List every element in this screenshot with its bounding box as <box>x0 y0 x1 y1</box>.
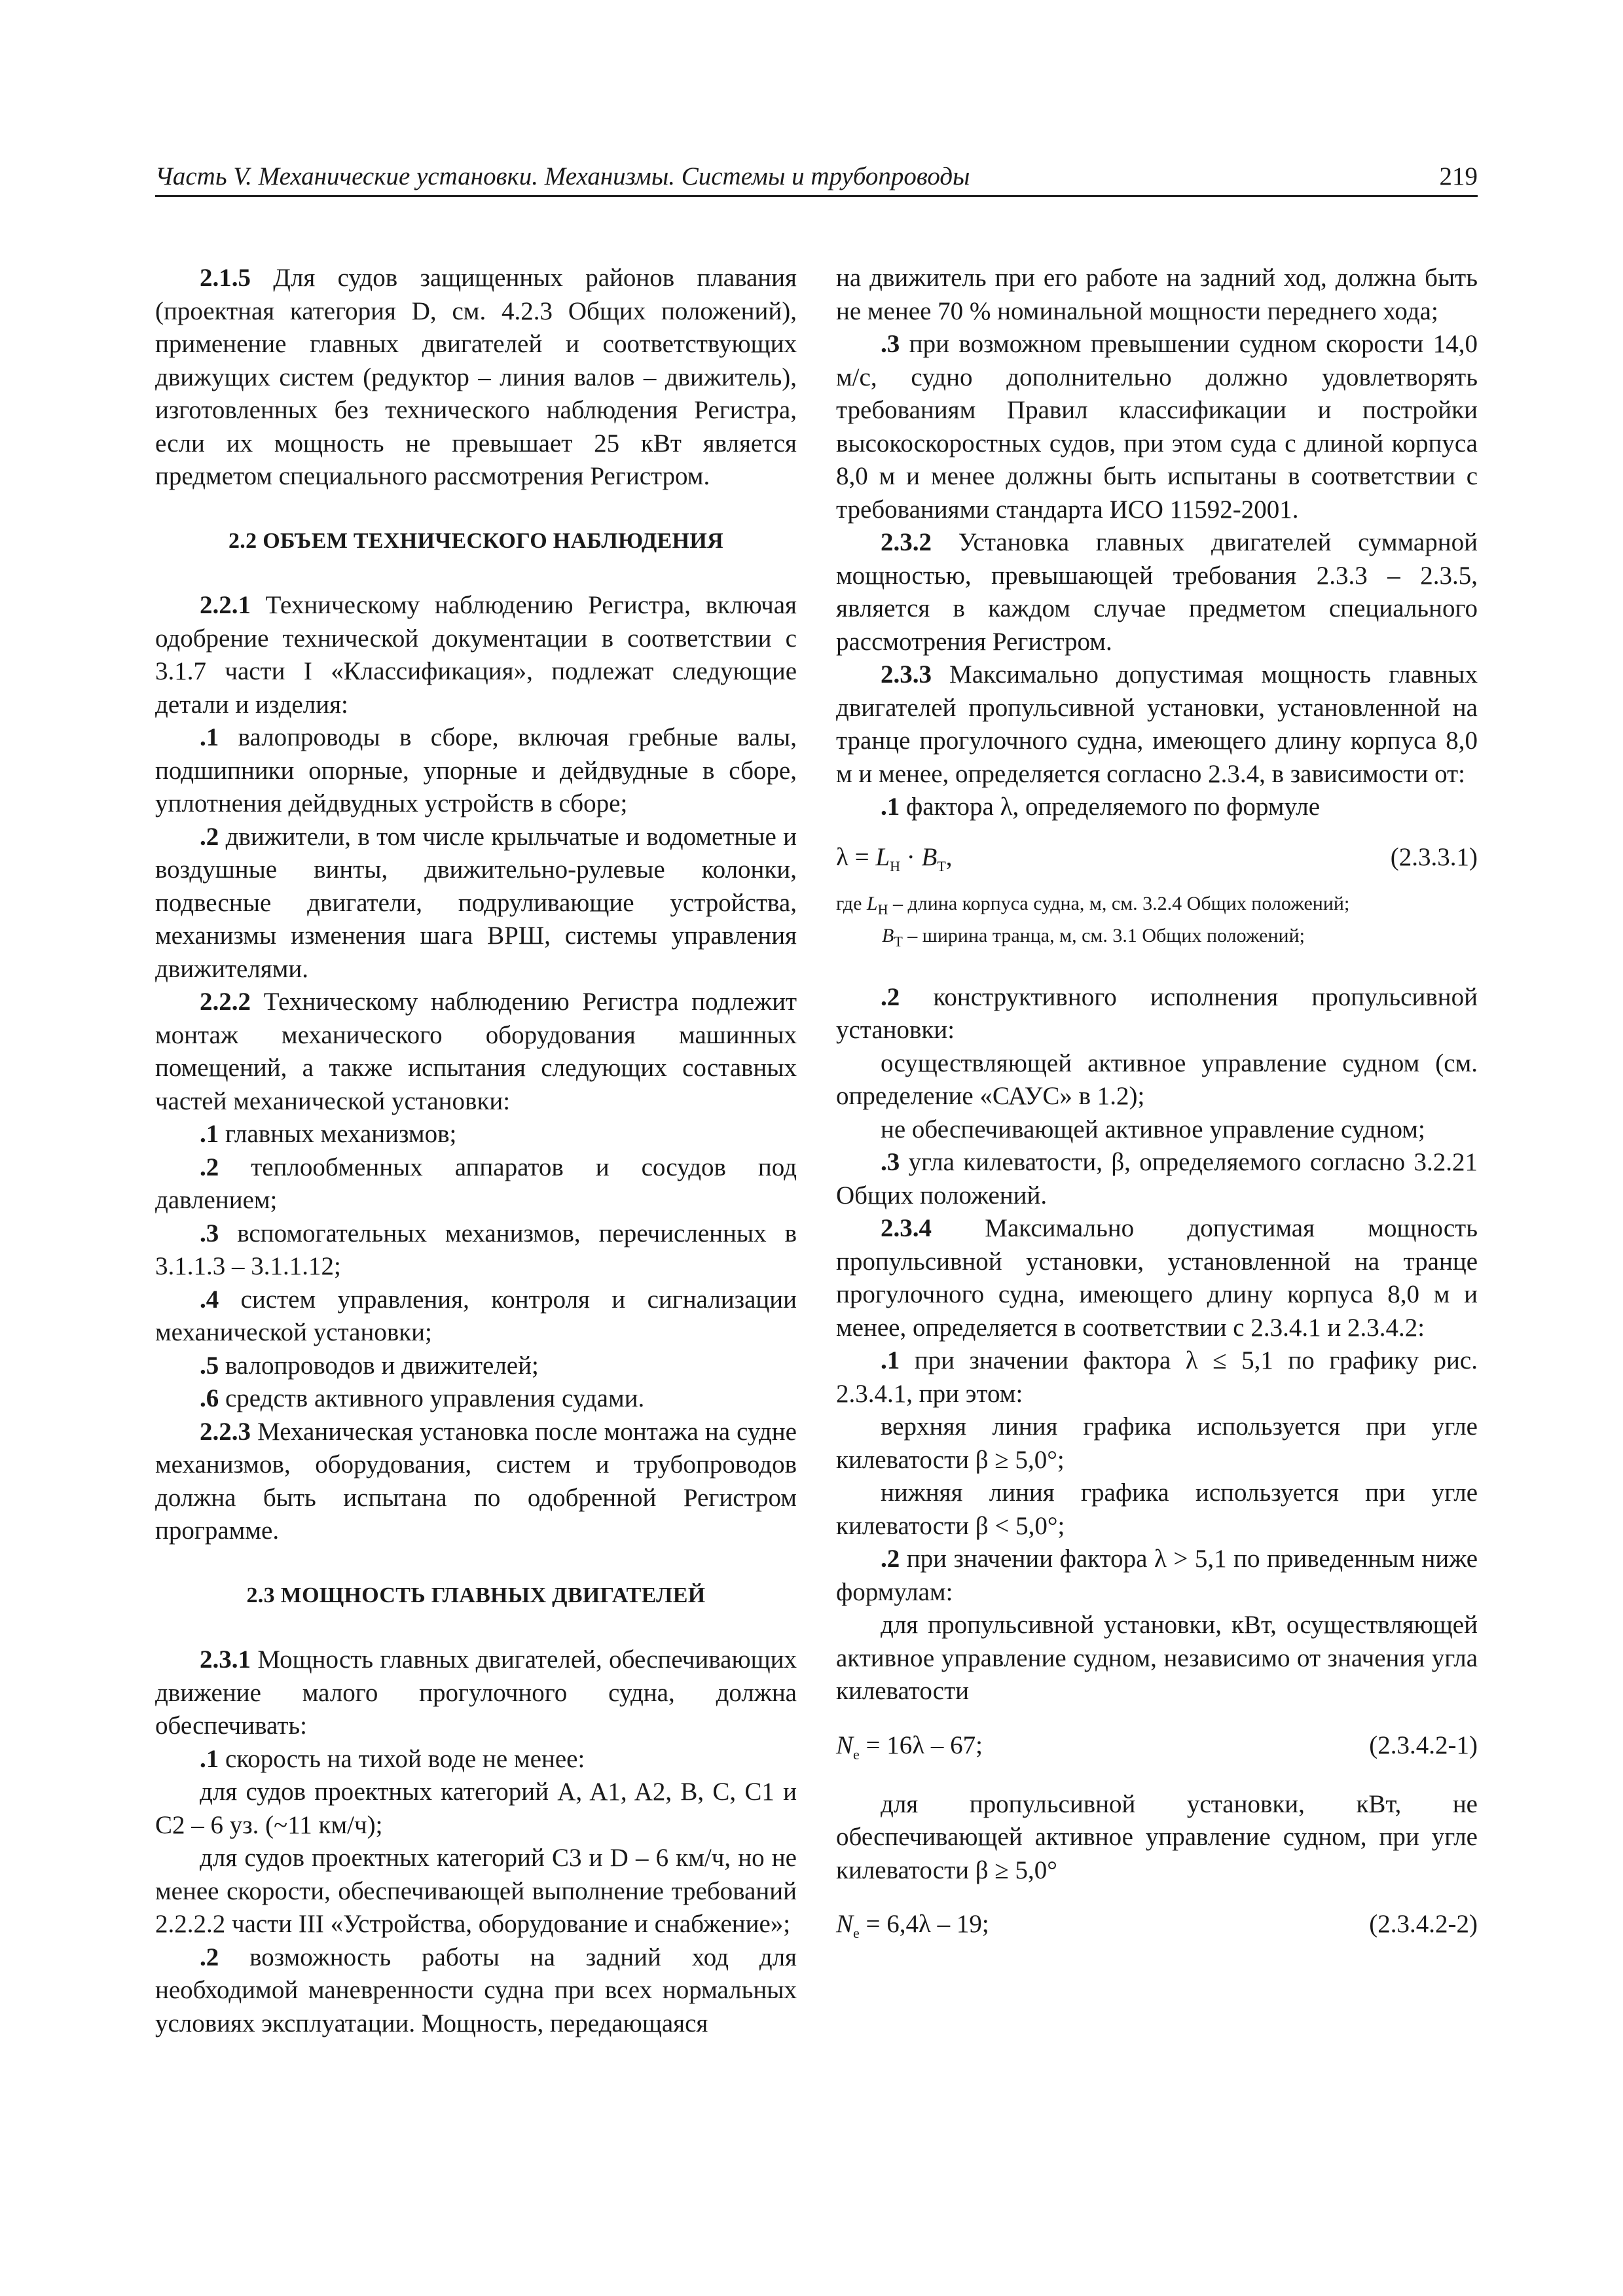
sub-item-formula-1-intro: для пропульсивной установки, кВт, осуществляющей активное управление судном, независимо от значения угла килеватости <box>836 1611 1478 1705</box>
list-item-2-3-4-2: .2 при значении фактора λ > 5,1 по приведенным ниже формулам: <box>836 1545 1478 1606</box>
sub-item-formula-2-intro: для пропульсивной установки, кВт, не обеспечивающей активное управление судном, при угле килеватости β ≥ 5,0° <box>836 1789 1478 1884</box>
paragraph-2-3-3: 2.3.3 Максимально допустимая мощность главных двигателей пропульсивной установки, установленной на транце прогулочного судна, имеющего длину корпуса 8,0 м и менее, определяется согласно 2.3.4, в зависимости от: <box>836 660 1478 788</box>
sub-item-categories-a-c2: для судов проектных категорий A, A1, A2, B, C, C1 и C2 – 6 уз. (~11 км/ч); <box>155 1778 797 1839</box>
list-item-2-3-1-3: .3 при возможном превышении судном скорости 14,0 м/с, судно дополнительно должно удовлетворять требованиям Правил классификации и постройки высокоскоростных судов, при этом суда с длиной корпуса 8,0 м и менее должны быть испытаны в соответствии с требованиями стандарта ИСО 11592-2001. <box>836 330 1478 524</box>
section-heading-2-3: 2.3 МОЩНОСТЬ ГЛАВНЫХ ДВИГАТЕЛЕЙ <box>246 1583 706 1607</box>
legend-line-width: $B_T$ – ширина транца, м, см. 3.1 Общих положений; <box>882 924 1305 950</box>
formula-expression: $N_e = 16\lambda - 67$; <box>836 1731 983 1763</box>
running-header <box>155 154 1478 197</box>
formula-2-3-3-1 <box>836 841 1478 874</box>
list-item-2-2-2-3: .3 вспомогательных механизмов, перечисленных в 3.1.1.3 – 3.1.1.12; <box>155 1219 797 1280</box>
list-item-2-3-1-2: .2 возможность работы на задний ход для необходимой маневренности судна при всех нормальных условиях эксплуатации. Мощность, передающаяся <box>155 1943 797 2037</box>
right-column <box>836 262 1478 1958</box>
list-item-2-2-2-6: .6 средств активного управления судами. <box>200 1384 645 1412</box>
list-item-2-2-2-1: .1 главных механизмов; <box>200 1120 457 1148</box>
list-item-2-2-2-2: .2 теплообменных аппаратов и сосудов под давлением; <box>155 1153 797 1214</box>
list-item-2-3-4-1: .1 при значении фактора λ ≤ 5,1 по графику рис. 2.3.4.1, при этом: <box>836 1346 1478 1408</box>
sub-item-categories-c3-d: для судов проектных категорий C3 и D – 6 км/ч, но не менее скорости, обеспечивающей выполнение требований 2.2.2.2 части III «Устройства, оборудование и снабжение»; <box>155 1844 797 1938</box>
page-number: 219 <box>1439 162 1478 190</box>
list-item-2-2-1-1: .1 валопроводы в сборе, включая гребные валы, подшипники опорные, упорные и дейдвудные в сборе, уплотнения дейдвудных устройств в сборе; <box>155 723 797 817</box>
section-heading-2-2: 2.2 ОБЪЕМ ТЕХНИЧЕСКОГО НАБЛЮДЕНИЯ <box>228 528 723 553</box>
list-item-2-2-1-2: .2 движители, в том числе крыльчатые и водометные и воздушные винты, движительно-рулевые колонки, подвесные двигатели, подруливающие устройства, механизмы изменения шага ВРШ, системы управления движителями. <box>155 822 797 983</box>
formula-number: (2.3.4.2-2) <box>1369 1910 1478 1938</box>
legend-line-length: где $L_H$ – длина корпуса судна, м, см. 3.2.4 Общих положений; <box>836 892 1350 918</box>
paragraph-continuation: на движитель при его работе на задний ход, должна быть не менее 70 % номинальной мощности переднего хода; <box>836 264 1478 325</box>
list-item-2-2-2-4: .4 систем управления, контроля и сигнализации механической установки; <box>155 1285 797 1346</box>
formula-number: (2.3.3.1) <box>1390 842 1478 871</box>
formula-expression: $N_e = 6,4\lambda - 19$; <box>836 1910 989 1941</box>
sub-item-lower-line: нижняя линия графика используется при угле килеватости β < 5,0°; <box>836 1479 1478 1540</box>
paragraph-2-2-3: 2.2.3 Механическая установка после монтажа на судне механизмов, оборудования, систем и трубопроводов должна быть испытана по одобренной Регистром программе. <box>155 1417 797 1545</box>
paragraph-2-1-5: 2.1.5 Для судов защищенных районов плавания (проектная категория D, см. 4.2.3 Общих положений), применение главных двигателей и соответствующих движущих систем (редуктор – линия валов – движитель), изготовленных без технического наблюдения Регистра, если их мощность не превышает 25 кВт является предметом специального рассмотрения Регистром. <box>155 264 797 490</box>
paragraph-2-3-4: 2.3.4 Максимально допустимая мощность пропульсивной установки, установленной на транце прогулочного судна, имеющего длину корпуса 8,0 м и менее, определяется в соответствии с 2.3.4.1 и 2.3.4.2: <box>836 1214 1478 1342</box>
paragraph-2-3-2: 2.3.2 Установка главных двигателей суммарной мощностью, превышающей требования 2.3.3 – 2.3.5, является в каждом случае предметом специального рассмотрения Регистром. <box>836 528 1478 656</box>
sub-item-active-control: осуществляющей активное управление судном (см. определение «САУС» в 1.2); <box>836 1049 1478 1110</box>
list-item-2-3-3-1: .1 фактора λ, определяемого по формуле <box>881 793 1321 821</box>
formula-number: (2.3.4.2-1) <box>1369 1731 1478 1759</box>
header-title: Часть V. Механические установки. Механизмы. Системы и трубопроводы <box>155 162 970 190</box>
formula-legend <box>836 891 1478 955</box>
formula-2-3-4-2-1 <box>836 1729 1478 1762</box>
list-item-2-3-3-2: .2 конструктивного исполнения пропульсивной установки: <box>836 982 1478 1044</box>
formula-expression: $\lambda = L_H \cdot B_T$, <box>836 842 953 874</box>
paragraph-2-2-2: 2.2.2 Техническому наблюдению Регистра подлежит монтаж механического оборудования машинных помещений, а также испытания следующих составных частей механической установки: <box>155 988 797 1115</box>
list-item-2-3-3-3: .3 угла килеватости, β, определяемого согласно 3.2.21 Общих положений. <box>836 1148 1478 1210</box>
sub-item-no-active-control: не обеспечивающей активное управление судном; <box>881 1115 1425 1143</box>
list-item-2-3-1-1: .1 скорость на тихой воде не менее: <box>200 1744 585 1773</box>
formula-2-3-4-2-2 <box>836 1908 1478 1941</box>
sub-item-upper-line: верхняя линия графика используется при угле килеватости β ≥ 5,0°; <box>836 1412 1478 1474</box>
paragraph-2-3-1: 2.3.1 Мощность главных двигателей, обеспечивающих движение малого прогулочного судна, должна обеспечивать: <box>155 1645 797 1740</box>
left-column <box>155 262 797 2040</box>
list-item-2-2-2-5: .5 валопроводов и движителей; <box>200 1351 539 1380</box>
paragraph-2-2-1: 2.2.1 Техническому наблюдению Регистра, включая одобрение технической документации в соответствии с 3.1.7 части I «Классификация», подлежат следующие детали и изделия: <box>155 591 797 719</box>
